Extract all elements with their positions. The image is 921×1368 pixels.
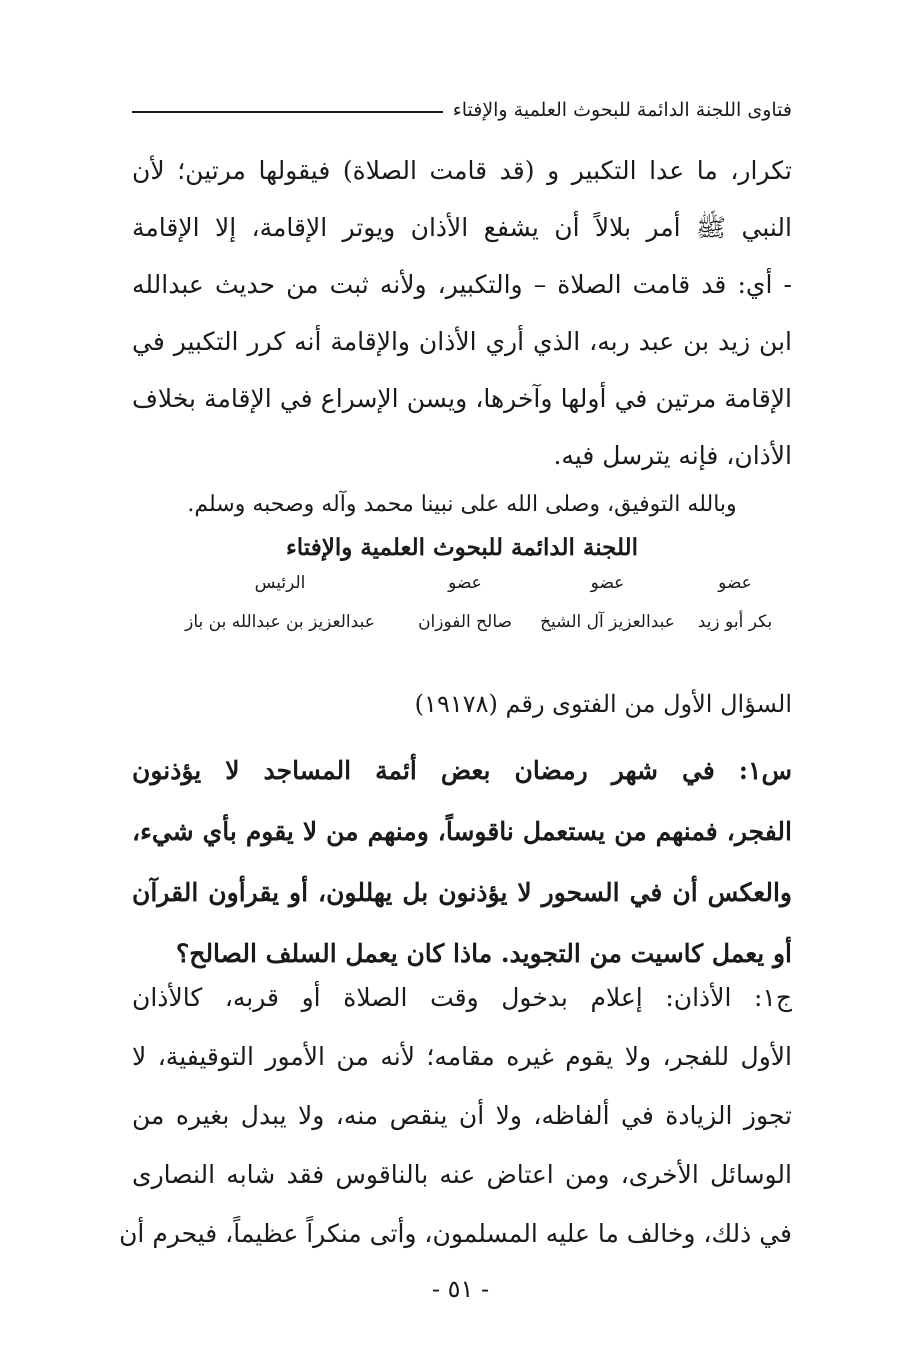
signatory-roles xyxy=(140,573,790,603)
signatory-role: عضو xyxy=(590,573,625,593)
signatory-role: عضو xyxy=(718,573,752,593)
answer-text xyxy=(119,968,792,1263)
question-text xyxy=(132,740,792,984)
signatory-name: عبدالعزيز آل الشيخ xyxy=(540,612,675,632)
text-line: ج١: الأذان: إعلام بدخول وقت الصلاة أو قربه، كالأذان xyxy=(132,983,792,1012)
text-line: الوسائل الأخرى، ومن اعتاض عنه بالناقوس فقد شابه النصارى xyxy=(132,1160,792,1189)
closing-formula: وبالله التوفيق، وصلى الله على نبينا محمد وآله وصحبه وسلم. xyxy=(187,492,737,517)
signatory-name: صالح الفوزان xyxy=(418,612,512,632)
signatory-name: عبدالعزيز بن عبدالله بن باز xyxy=(185,612,375,632)
header-title: فتاوى اللجنة الدائمة للبحوث العلمية والإفتاء xyxy=(452,99,792,121)
page-number: - ٥١ - xyxy=(431,1275,490,1303)
signatory-role: عضو xyxy=(448,573,482,593)
text-line: والعكس أن في السحور لا يؤذنون بل يهللون، أو يقرأون القرآن xyxy=(132,878,792,907)
fatwa-question-title: السؤال الأول من الفتوى رقم (١٩١٧٨) xyxy=(414,690,792,718)
signatory-names xyxy=(140,612,790,642)
text-line: ابن زيد بن عبد ربه، الذي أري الأذان والإقامة أنه كرر التكبير في xyxy=(132,327,792,356)
text-line: تكرار، ما عدا التكبير و (قد قامت الصلاة) فيقولها مرتين؛ لأن xyxy=(132,156,792,185)
text-line: في ذلك، وخالف ما عليه المسلمون، وأتى منكراً عظيماً، فيحرم أن xyxy=(119,1219,792,1248)
text-line: س١: في شهر رمضان بعض أئمة المساجد لا يؤذنون xyxy=(132,756,792,785)
signatory-role: الرئيس xyxy=(254,573,306,593)
text-line: الأول للفجر، ولا يقوم غيره مقامه؛ لأنه من الأمور التوقيفية، لا xyxy=(132,1042,792,1071)
running-header xyxy=(132,95,792,125)
text-line: الإقامة مرتين في أولها وآخرها، ويسن الإسراع في الإقامة بخلاف xyxy=(132,384,792,413)
continuation-paragraph xyxy=(132,142,792,484)
signatory-name: بكر أبو زيد xyxy=(697,612,773,632)
text-line: النبي ﷺ أمر بلالاً أن يشفع الأذان ويوتر الإقامة، إلا الإقامة xyxy=(132,213,792,242)
text-line: تجوز الزيادة في ألفاظه، ولا أن ينقص منه، ولا يبدل بغيره من xyxy=(132,1101,792,1130)
committee-name: اللجنة الدائمة للبحوث العلمية والإفتاء xyxy=(285,534,639,561)
text-line: أو يعمل كاسيت من التجويد. ماذا كان يعمل السلف الصالح؟ xyxy=(176,939,792,968)
text-line: الفجر، فمنهم من يستعمل ناقوساً، ومنهم من لا يقوم بأي شيء، xyxy=(132,817,792,846)
text-line: - أي: قد قامت الصلاة – والتكبير، ولأنه ثبت من حديث عبدالله xyxy=(132,270,792,299)
text-line: الأذان، فإنه يترسل فيه. xyxy=(553,441,792,470)
header-rule xyxy=(132,111,443,113)
